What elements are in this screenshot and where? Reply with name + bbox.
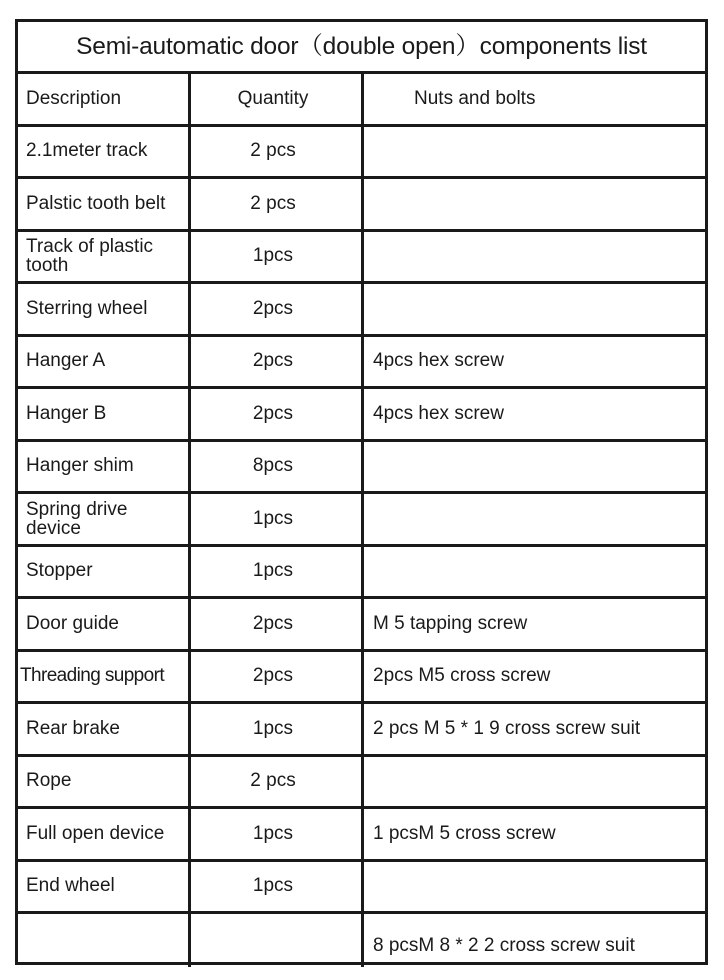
cell-description: Door guide bbox=[18, 599, 191, 649]
cell-quantity: 2pcs bbox=[191, 599, 364, 649]
cell-description: Hanger shim bbox=[18, 442, 191, 492]
table-row bbox=[18, 704, 705, 757]
cell-nuts: 2 pcs M 5 * 1 9 cross screw suit bbox=[373, 717, 641, 739]
table-row bbox=[18, 337, 705, 390]
cell-quantity: 2pcs bbox=[191, 652, 364, 702]
components-list-table bbox=[15, 19, 708, 965]
cell-description: Threading support bbox=[18, 652, 191, 702]
cell-nuts bbox=[364, 232, 705, 282]
cell-quantity: 1pcs bbox=[191, 862, 364, 912]
cell-nuts: M 5 tapping screw bbox=[373, 612, 528, 634]
cell-description: Hanger A bbox=[18, 337, 191, 387]
cell-quantity: 2 pcs bbox=[191, 127, 364, 177]
cell-nuts: 4pcs hex screw bbox=[373, 350, 504, 372]
cell-description: End wheel bbox=[18, 862, 191, 912]
cell-description: Full open device bbox=[18, 809, 191, 859]
cell-description: Rope bbox=[18, 757, 191, 807]
cell-quantity: 2 pcs bbox=[191, 179, 364, 229]
cell-nuts bbox=[364, 442, 705, 492]
table-row bbox=[18, 232, 705, 285]
table-title: Semi-automatic door（double open）components list bbox=[18, 22, 705, 74]
cell-description: 2.1meter track bbox=[18, 127, 191, 177]
table-row bbox=[18, 284, 705, 337]
cell-nuts: 4pcs hex screw bbox=[373, 402, 504, 424]
cell-nuts bbox=[364, 284, 705, 334]
cell-quantity: 2pcs bbox=[191, 284, 364, 334]
cell-quantity: 1pcs bbox=[191, 809, 364, 859]
cell-nuts: 8 pcsM 8 * 2 2 cross screw suit bbox=[373, 934, 635, 956]
cell-description: Track of plastic tooth bbox=[18, 232, 191, 282]
cell-quantity: 2pcs bbox=[191, 389, 364, 439]
table-row bbox=[18, 547, 705, 600]
cell-description: Spring drive device bbox=[18, 494, 191, 544]
cell-quantity: 2pcs bbox=[191, 337, 364, 387]
cell-nuts bbox=[364, 179, 705, 229]
cell-description: Rear brake bbox=[18, 704, 191, 754]
table-row bbox=[18, 599, 705, 652]
cell-quantity: 1pcs bbox=[191, 704, 364, 754]
cell-nuts bbox=[364, 547, 705, 597]
table-row bbox=[18, 442, 705, 495]
cell-nuts: 2pcs M5 cross screw bbox=[373, 665, 551, 687]
cell-nuts bbox=[364, 757, 705, 807]
cell-nuts: 1 pcsM 5 cross screw bbox=[373, 822, 556, 844]
table-row bbox=[18, 809, 705, 862]
cell-quantity: 1pcs bbox=[191, 547, 364, 597]
cell-description: Hanger B bbox=[18, 389, 191, 439]
table-row bbox=[18, 862, 705, 915]
cell-nuts bbox=[364, 862, 705, 912]
cell-description: Stopper bbox=[18, 547, 191, 597]
table-row bbox=[18, 494, 705, 547]
cell-nuts bbox=[364, 127, 705, 177]
table-row bbox=[18, 914, 705, 967]
table-row bbox=[18, 757, 705, 810]
header-row bbox=[18, 74, 705, 127]
cell-description: Palstic tooth belt bbox=[18, 179, 191, 229]
cell-nuts bbox=[364, 494, 705, 544]
header-nuts-and-bolts: Nuts and bolts bbox=[414, 87, 536, 109]
cell-quantity: 8pcs bbox=[191, 442, 364, 492]
cell-description bbox=[18, 914, 191, 967]
header-quantity: Quantity bbox=[191, 74, 364, 124]
table-row bbox=[18, 389, 705, 442]
table-row bbox=[18, 179, 705, 232]
header-description: Description bbox=[18, 74, 191, 124]
cell-description: Sterring wheel bbox=[18, 284, 191, 334]
cell-quantity: 1pcs bbox=[191, 232, 364, 282]
cell-quantity: 1pcs bbox=[191, 494, 364, 544]
cell-quantity bbox=[191, 914, 364, 967]
cell-quantity: 2 pcs bbox=[191, 757, 364, 807]
table-row bbox=[18, 127, 705, 180]
table-row bbox=[18, 652, 705, 705]
